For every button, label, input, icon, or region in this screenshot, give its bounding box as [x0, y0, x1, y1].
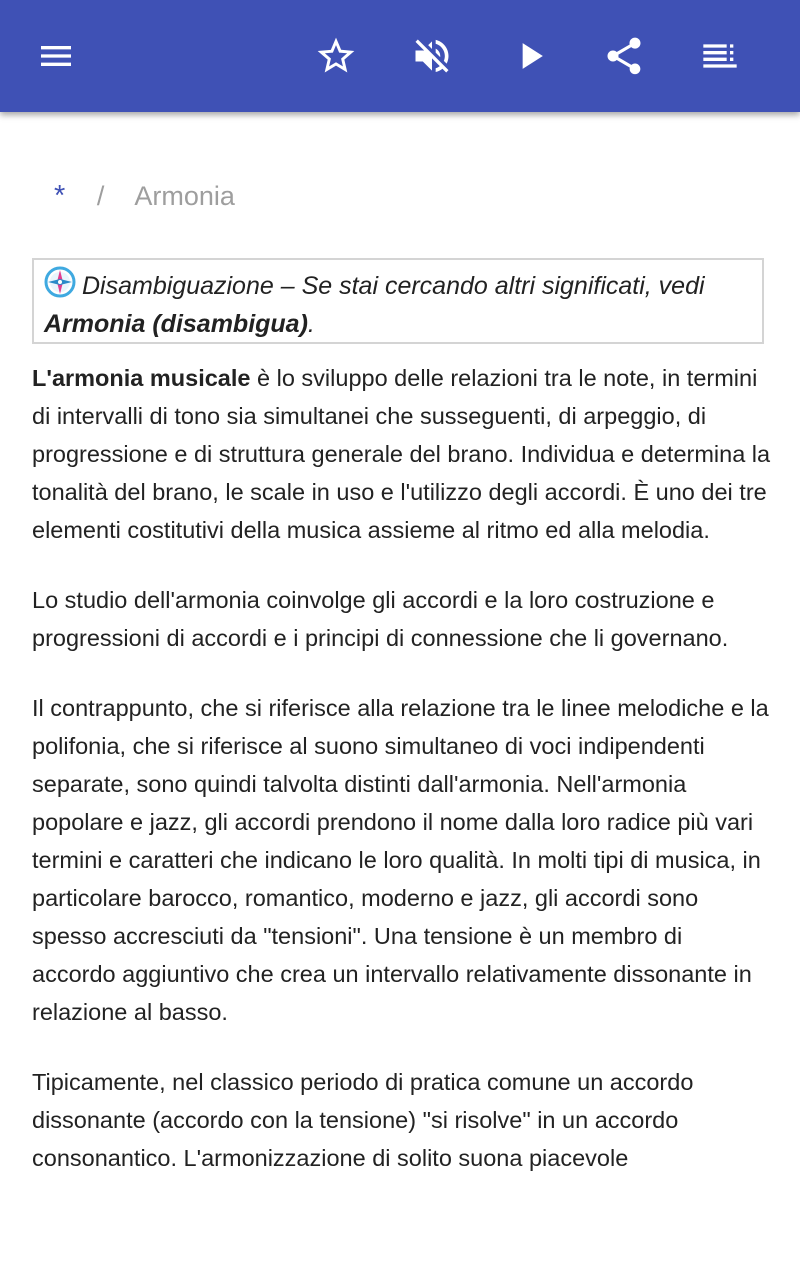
paragraph-1: [32, 359, 772, 549]
share-button[interactable]: [592, 24, 656, 88]
breadcrumb-root-link[interactable]: *: [54, 180, 66, 212]
share-icon: [602, 34, 646, 78]
paragraph-3: Il contrappunto, che si riferisce alla relazione tra le linee melodiche e la polifonia, che si riferisce al suono simultaneo di voci indipendenti separate, sono quindi talvolta distinti dall'armonia. Nell'armonia popolare e jazz, gli accordi prendono il nome dalla loro radice più vari termini e caratteri che indicano le loro qualità. In molti tipi di musica, in particolare barocco, romantico, moderno e jazz, gli accordi sono spesso accresciuti da "tensioni". Una tensione è un membro di accordo aggiuntivo che crea un intervallo relativamente dissonante in relazione al basso.: [32, 695, 769, 1025]
article-content: [0, 112, 800, 1280]
volume-off-icon: [410, 34, 454, 78]
mute-button[interactable]: [400, 24, 464, 88]
disambiguation-suffix: .: [307, 310, 315, 338]
disambiguation-notice: [32, 258, 764, 344]
paragraph-2: Lo studio dell'armonia coinvolge gli accordi e la loro costruzione e progressioni di accordi e i principi di connessione che li governano.: [32, 587, 729, 651]
menu-button[interactable]: [24, 24, 88, 88]
disambiguation-text: Disambiguazione – Se stai cercando altri significati, vedi: [82, 272, 705, 300]
contents-button[interactable]: [688, 24, 752, 88]
paragraph-1-text: è lo sviluppo delle relazioni tra le note, in termini di intervalli di tono sia simultanei che susseguenti, di arpeggio, di progressione e di struttura generale del brano. Individua e determina la tonalità del brano, le scale in uso e l'utilizzo degli accordi. È uno dei tre elementi costitutivi della musica assieme al ritmo ed alla melodia.: [32, 365, 771, 543]
playlist-icon: [700, 36, 740, 76]
article-subject: L'armonia musicale: [32, 365, 251, 391]
breadcrumb: [54, 180, 235, 213]
paragraph-4: Tipicamente, nel classico periodo di pratica comune un accordo dissonante (accordo con la tensione) "si risolve" in un accordo consonantico. L'armonizzazione di solito suona piacevole: [32, 1069, 694, 1171]
article-body: [32, 359, 772, 1209]
favorite-button[interactable]: [304, 24, 368, 88]
disambiguation-link[interactable]: Armonia (disambigua): [44, 310, 308, 338]
play-icon: [508, 34, 552, 78]
compass-icon: [44, 266, 76, 298]
breadcrumb-separator: /: [96, 181, 105, 211]
app-toolbar: [0, 0, 800, 112]
star-outline-icon: [314, 34, 358, 78]
menu-icon: [36, 36, 76, 76]
breadcrumb-current: Armonia: [134, 181, 235, 211]
play-button[interactable]: [498, 24, 562, 88]
